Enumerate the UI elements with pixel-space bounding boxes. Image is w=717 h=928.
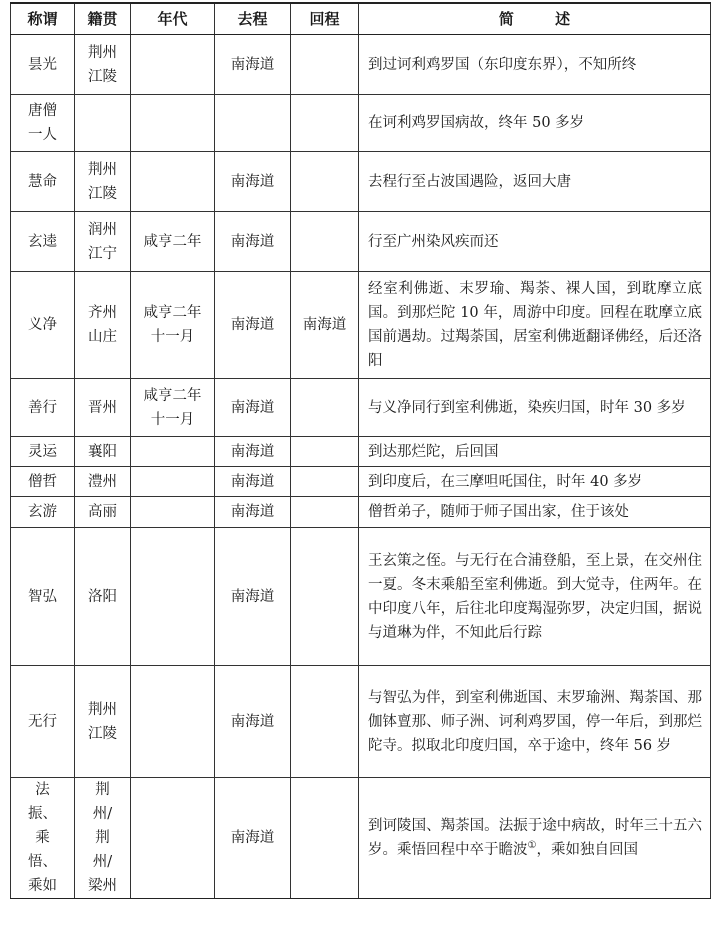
cell-era [131, 528, 215, 666]
cell-name [11, 212, 75, 272]
footnote-marker: ① [527, 840, 537, 852]
cell-era [131, 35, 215, 95]
name-text: 玄游 [28, 504, 57, 520]
description-text: 到诃陵国、羯荼国。法振于途中病故，时年三十五六岁。乘悟回程中卒于瞻波 [368, 818, 702, 858]
table-row [11, 528, 711, 666]
cell-origin [75, 528, 131, 666]
table-row [11, 666, 711, 778]
table-row [11, 35, 711, 95]
header-description: 简 述 [359, 3, 711, 35]
cell-outbound: 南海道 [215, 379, 291, 437]
table-row [11, 437, 711, 467]
cell-name [11, 152, 75, 212]
cell-era [131, 467, 215, 497]
cell-description: 与智弘为伴，到室利佛逝国、末罗瑜洲、羯荼国、那伽钵亶那、师子洲、诃利鸡罗国，停一年后，到那烂陀寺。拟取北印度归国，卒于途中，终年 56 岁 [359, 666, 711, 778]
monk-records-table [10, 2, 711, 899]
cell-origin [75, 95, 131, 152]
cell-outbound: 南海道 [215, 35, 291, 95]
cell-outbound: 南海道 [215, 212, 291, 272]
name-text: 无行 [28, 713, 57, 730]
name-text: 法振、乘悟、乘如 [28, 782, 57, 894]
cell-return: 南海道 [291, 272, 359, 379]
cell-description: 在诃利鸡罗国病故，终年 50 多岁 [359, 95, 711, 152]
cell-origin [75, 35, 131, 95]
table-row [11, 95, 711, 152]
origin-text: 高丽 [88, 504, 117, 520]
header-era: 年代 [131, 3, 215, 35]
origin-text: 洛阳 [88, 588, 117, 605]
table-row [11, 152, 711, 212]
cell-outbound: 南海道 [215, 272, 291, 379]
cell-era [131, 379, 215, 437]
cell-name [11, 528, 75, 666]
cell-outbound: 南海道 [215, 778, 291, 899]
cell-name [11, 467, 75, 497]
cell-name [11, 379, 75, 437]
cell-era [131, 212, 215, 272]
cell-outbound: 南海道 [215, 467, 291, 497]
origin-text: 荆州江陵 [88, 161, 117, 202]
cell-return [291, 95, 359, 152]
name-text: 义净 [28, 317, 57, 333]
cell-origin [75, 272, 131, 379]
era-text: 咸亨二年十一月 [143, 387, 202, 428]
table-row [11, 497, 711, 528]
cell-era [131, 272, 215, 379]
cell-origin [75, 152, 131, 212]
cell-return [291, 152, 359, 212]
cell-era [131, 497, 215, 528]
origin-text: 澧州 [88, 473, 117, 490]
cell-era [131, 152, 215, 212]
cell-return [291, 437, 359, 467]
cell-description: 到过诃利鸡罗国（东印度东界），不知所终 [359, 35, 711, 95]
cell-origin [75, 212, 131, 272]
header-row [11, 3, 711, 35]
cell-era [131, 95, 215, 152]
header-origin: 籍贯 [75, 3, 131, 35]
cell-return [291, 497, 359, 528]
origin-text: 襄阳 [88, 443, 117, 460]
cell-name [11, 778, 75, 899]
cell-outbound: 南海道 [215, 528, 291, 666]
origin-text: 晋州 [88, 399, 117, 416]
table-row [11, 379, 711, 437]
cell-origin [75, 437, 131, 467]
name-text: 慧命 [28, 173, 57, 190]
cell-origin [75, 778, 131, 899]
cell-return [291, 778, 359, 899]
origin-text: 荆州/荆州/梁州 [88, 782, 117, 894]
cell-origin [75, 666, 131, 778]
description-text-continued: ，乘如独自回国 [536, 842, 638, 858]
table-row [11, 212, 711, 272]
name-text: 僧哲 [28, 473, 57, 490]
cell-return [291, 35, 359, 95]
name-text: 昙光 [28, 56, 57, 73]
cell-name [11, 272, 75, 379]
cell-origin [75, 497, 131, 528]
cell-outbound: 南海道 [215, 437, 291, 467]
cell-description: 与义净同行到室利佛逝，染疾归国，时年 30 多岁 [359, 379, 711, 437]
cell-outbound: 南海道 [215, 666, 291, 778]
name-text: 智弘 [28, 588, 57, 605]
name-text: 玄逵 [28, 233, 57, 250]
cell-return [291, 666, 359, 778]
cell-era [131, 666, 215, 778]
era-text: 咸亨二年十一月 [143, 305, 202, 345]
origin-text: 齐州山庄 [88, 305, 117, 345]
cell-description: 经室利佛逝、末罗瑜、羯荼、裸人国，到耽摩立底国。到那烂陀 10 年，周游中印度。回程在耽摩立底国前遇劫。过羯荼国，居室利佛逝翻译佛经，后还洛阳 [359, 272, 711, 379]
cell-name [11, 437, 75, 467]
cell-outbound [215, 95, 291, 152]
cell-name [11, 497, 75, 528]
header-return: 回程 [291, 3, 359, 35]
table-row [11, 272, 711, 379]
table-row [11, 778, 711, 899]
origin-text: 荆州江陵 [88, 44, 117, 85]
cell-outbound: 南海道 [215, 497, 291, 528]
table-row [11, 467, 711, 497]
cell-return [291, 467, 359, 497]
cell-description: 僧哲弟子，随师于师子国出家，住于该处 [359, 497, 711, 528]
cell-era [131, 778, 215, 899]
cell-outbound: 南海道 [215, 152, 291, 212]
cell-return [291, 212, 359, 272]
name-text: 唐僧一人 [28, 103, 57, 143]
origin-text: 荆州江陵 [88, 701, 117, 742]
cell-origin [75, 379, 131, 437]
cell-era [131, 437, 215, 467]
cell-return [291, 528, 359, 666]
cell-return [291, 379, 359, 437]
cell-description: 到印度后，在三摩呾吒国住，时年 40 多岁 [359, 467, 711, 497]
header-outbound: 去程 [215, 3, 291, 35]
cell-description: 行至广州染风疾而还 [359, 212, 711, 272]
cell-description [359, 778, 711, 899]
cell-description: 王玄策之侄。与无行在合浦登船，至上景，在交州住一夏。冬末乘船至室利佛逝。到大觉寺，住两年。在中印度八年，后往北印度羯湿弥罗，决定归国，据说与道琳为伴，不知此后行踪 [359, 528, 711, 666]
origin-text: 润州江宁 [88, 221, 117, 262]
name-text: 灵运 [28, 443, 57, 460]
name-text: 善行 [28, 399, 57, 416]
cell-description: 去程行至占波国遇险，返回大唐 [359, 152, 711, 212]
cell-description: 到达那烂陀，后回国 [359, 437, 711, 467]
cell-origin [75, 467, 131, 497]
header-name: 称谓 [11, 3, 75, 35]
cell-name [11, 35, 75, 95]
cell-name [11, 95, 75, 152]
cell-name [11, 666, 75, 778]
era-text: 咸亨二年 [143, 233, 202, 250]
